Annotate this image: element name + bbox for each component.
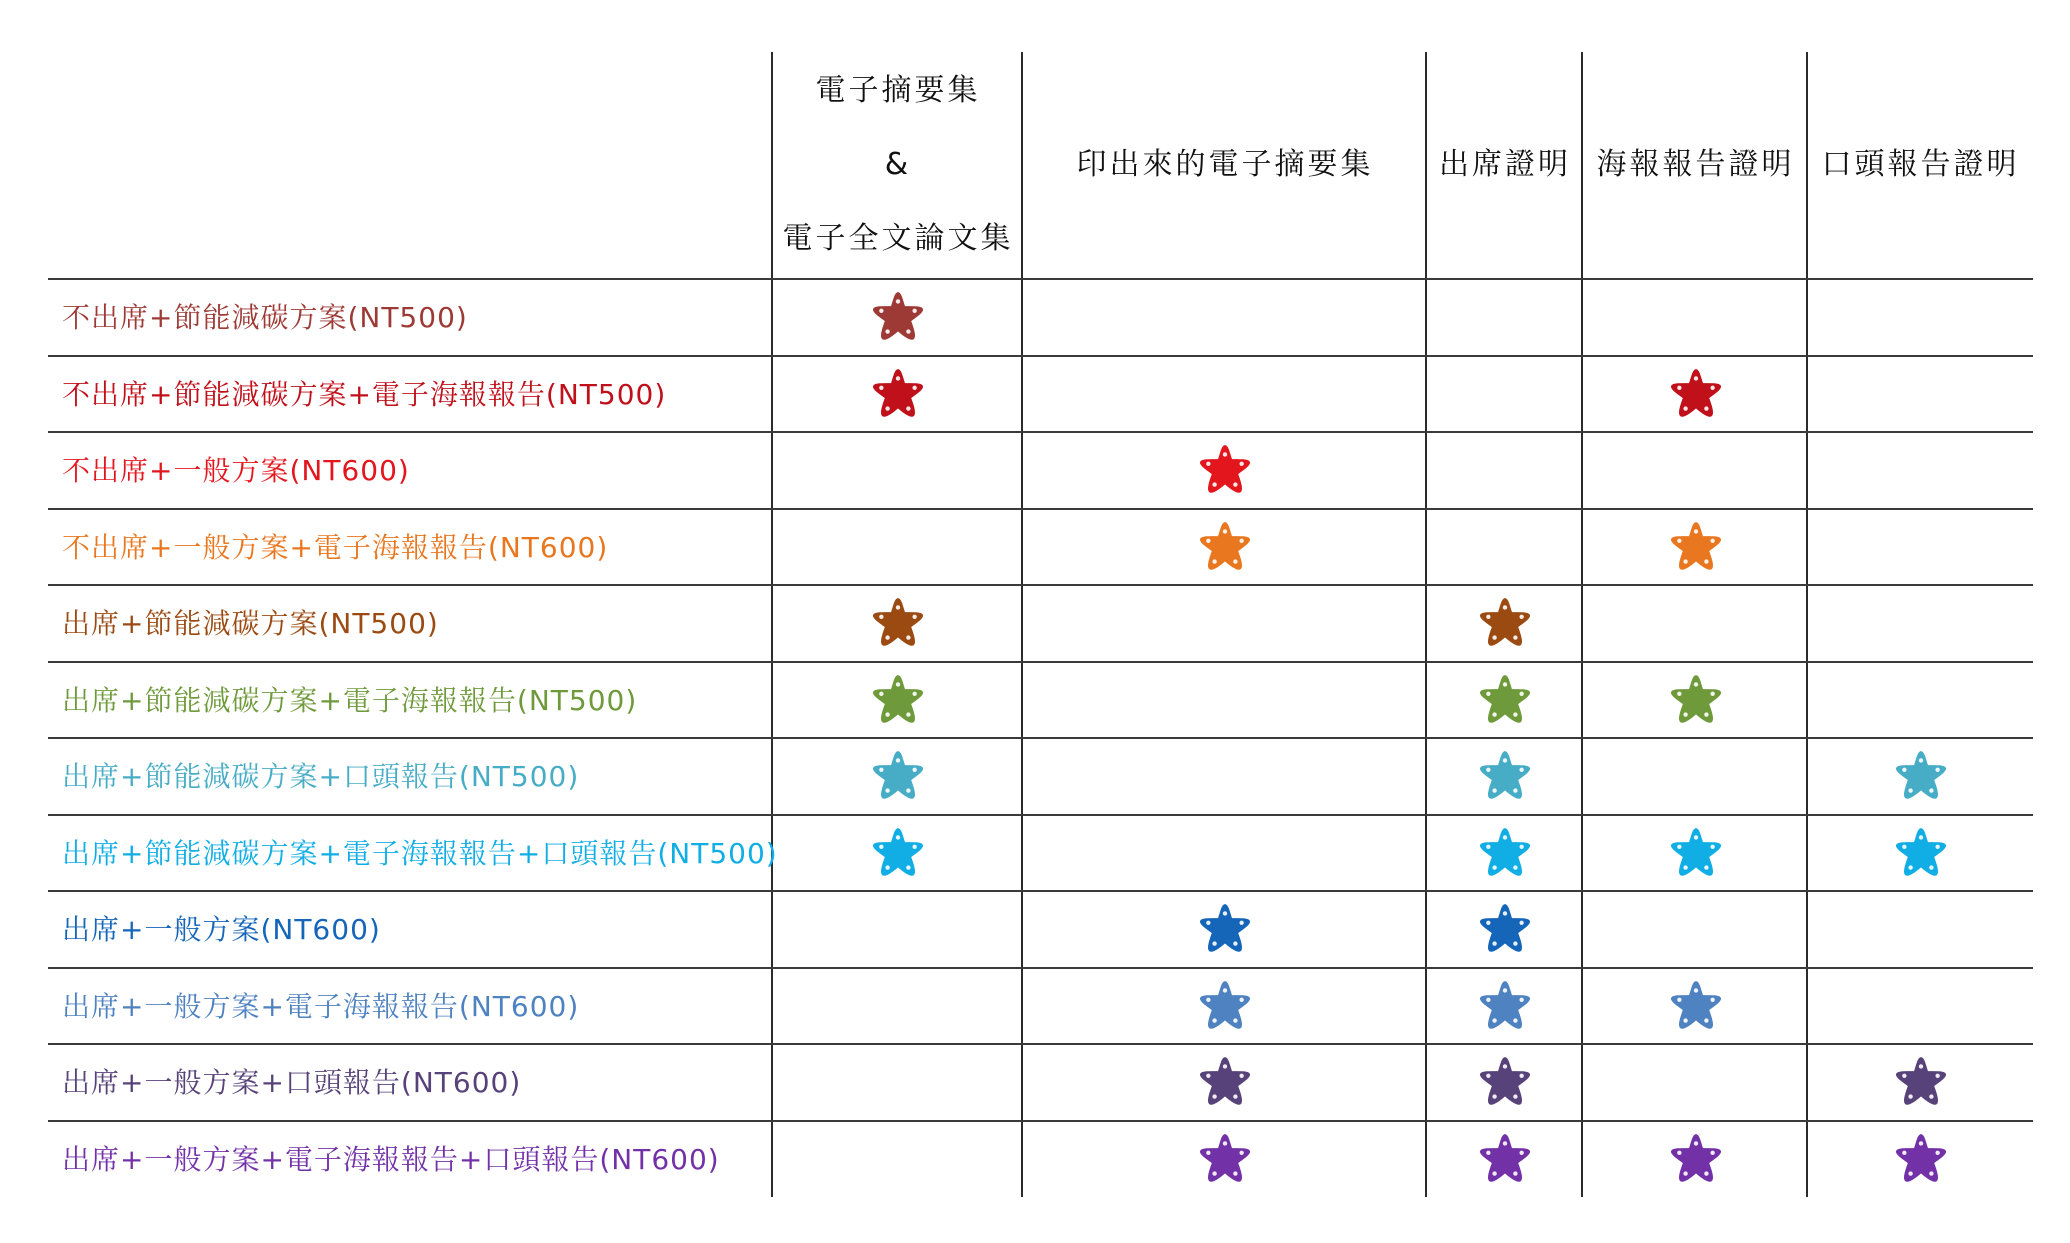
column-header-poster xyxy=(1583,52,1808,278)
star-icon xyxy=(872,596,924,648)
row-label: 出席+一般方案(NT600) xyxy=(62,913,381,946)
row-label: 出席+一般方案+電子海報報告(NT600) xyxy=(62,990,580,1023)
star-icon xyxy=(1479,673,1531,725)
column-header-e_abstract xyxy=(773,52,1023,278)
star-icon xyxy=(1199,902,1251,954)
star-icon xyxy=(1479,826,1531,878)
column-header-line: 電子全文論文集 xyxy=(782,221,1014,256)
column-header-attendance xyxy=(1427,52,1583,278)
star-icon xyxy=(1479,902,1531,954)
row-label: 出席+節能減碳方案+口頭報告(NT500) xyxy=(62,760,580,793)
star-icon xyxy=(1895,1132,1947,1184)
star-icon xyxy=(1670,979,1722,1031)
row-label: 出席+節能減碳方案+電子海報報告(NT500) xyxy=(62,684,638,717)
row-label: 不出席+一般方案+電子海報報告(NT600) xyxy=(62,531,609,564)
column-header-line: 出席證明 xyxy=(1439,147,1571,182)
star-icon xyxy=(1670,367,1722,419)
row-label: 出席+一般方案+口頭報告(NT600) xyxy=(62,1066,522,1099)
star-icon xyxy=(1670,673,1722,725)
star-icon xyxy=(872,749,924,801)
column-header-line: 電子摘要集 xyxy=(815,73,981,108)
star-icon xyxy=(1479,1055,1531,1107)
star-icon xyxy=(1199,443,1251,495)
row-label: 出席+一般方案+電子海報報告+口頭報告(NT600) xyxy=(62,1143,720,1176)
star-icon xyxy=(1199,979,1251,1031)
column-header-line: & xyxy=(884,147,912,182)
column-header-printed xyxy=(1023,52,1427,278)
column-header-line: 印出來的電子摘要集 xyxy=(1076,147,1374,182)
star-icon xyxy=(1479,596,1531,648)
star-icon xyxy=(1670,1132,1722,1184)
row-label: 不出席+節能減碳方案+電子海報報告(NT500) xyxy=(62,378,667,411)
star-icon xyxy=(872,826,924,878)
star-icon xyxy=(1895,749,1947,801)
star-icon xyxy=(872,290,924,342)
star-icon xyxy=(1895,826,1947,878)
star-icon xyxy=(1479,979,1531,1031)
row-label: 不出席+節能減碳方案(NT500) xyxy=(62,301,468,334)
star-icon xyxy=(1199,520,1251,572)
star-icon xyxy=(1895,1055,1947,1107)
star-icon xyxy=(1479,749,1531,801)
column-header-oral xyxy=(1808,52,2033,278)
row-label: 出席+節能減碳方案+電子海報報告+口頭報告(NT500) xyxy=(62,837,778,870)
star-icon xyxy=(872,673,924,725)
column-header-line: 海報報告證明 xyxy=(1596,147,1795,182)
row-label: 不出席+一般方案(NT600) xyxy=(62,454,410,487)
star-icon xyxy=(1479,1132,1531,1184)
star-icon xyxy=(1199,1132,1251,1184)
row-label: 出席+節能減碳方案(NT500) xyxy=(62,607,439,640)
star-icon xyxy=(1670,520,1722,572)
column-header-line: 口頭報告證明 xyxy=(1821,147,2020,182)
star-icon xyxy=(1199,1055,1251,1107)
star-icon xyxy=(1670,826,1722,878)
star-icon xyxy=(872,367,924,419)
